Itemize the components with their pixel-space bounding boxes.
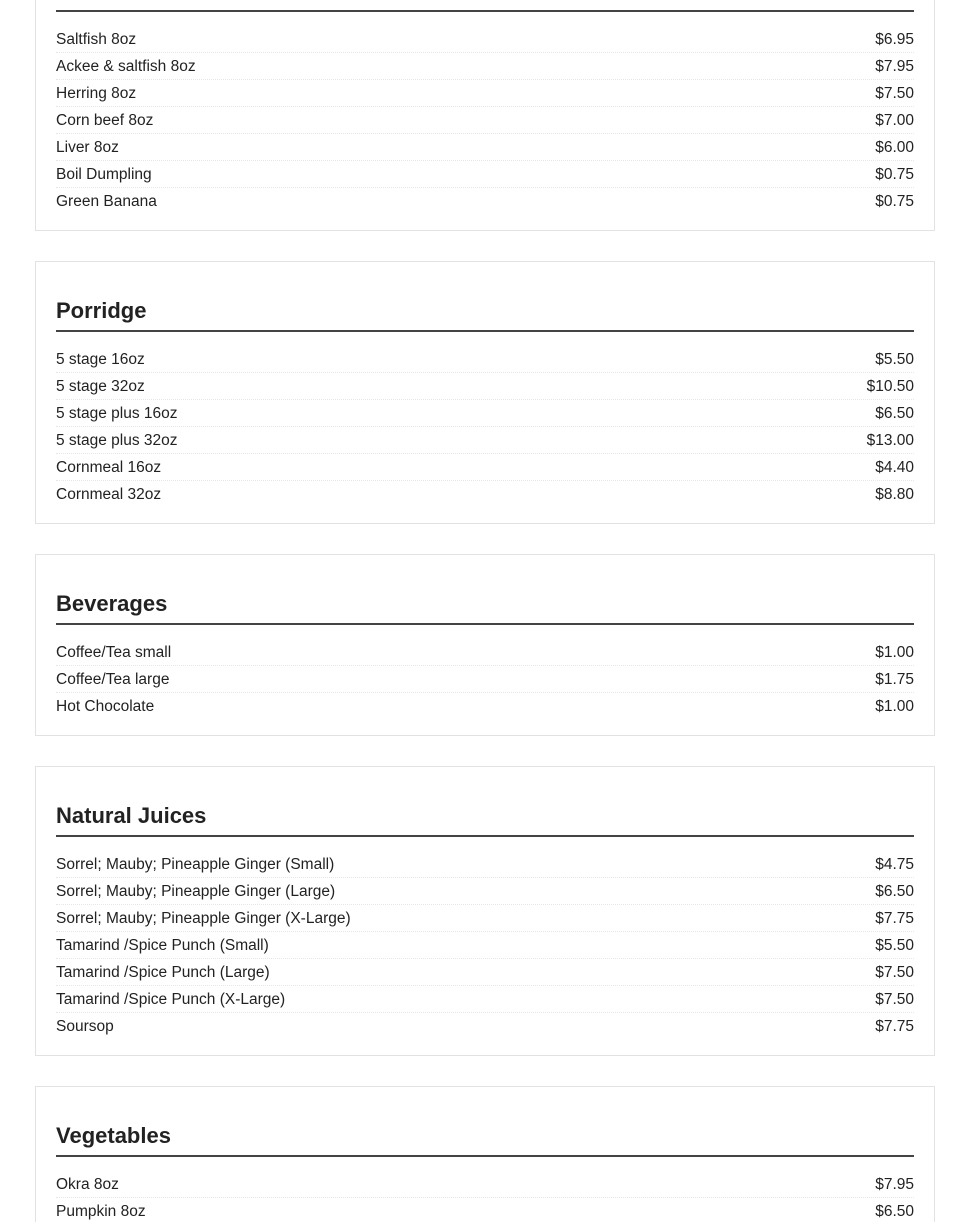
menu-item <box>56 905 914 932</box>
item-name: Coffee/Tea large <box>56 670 170 688</box>
item-price: $7.95 <box>875 1175 914 1193</box>
item-name: Soursop <box>56 1018 114 1035</box>
menu-item <box>56 666 914 693</box>
menu-item <box>56 188 914 215</box>
menu-item <box>56 1198 914 1222</box>
item-name: Coffee/Tea small <box>56 643 172 661</box>
menu-item <box>56 851 914 878</box>
item-name: 5 stage 16oz <box>56 350 145 368</box>
item-name: Cornmeal 16oz <box>56 458 162 476</box>
item-name: 5 stage 32oz <box>56 377 145 395</box>
item-price: $6.50 <box>875 404 914 422</box>
item-price: $6.50 <box>875 1203 914 1220</box>
item-price: $7.75 <box>875 1018 914 1035</box>
menu-item <box>56 481 914 508</box>
menu-item <box>56 134 914 161</box>
item-name: Tamarind /Spice Punch (Small) <box>56 936 269 954</box>
item-price: $7.00 <box>875 111 914 129</box>
item-price: $5.50 <box>875 936 914 954</box>
item-name: Saltfish 8oz <box>56 30 137 48</box>
item-price: $13.00 <box>866 431 914 449</box>
item-price: $0.75 <box>875 165 914 183</box>
item-name: Ackee & saltfish 8oz <box>56 57 196 75</box>
section-title: Natural Juices <box>56 803 207 828</box>
menu-section-top <box>35 0 935 231</box>
item-name: 5 stage plus 16oz <box>56 404 178 422</box>
menu-item <box>56 639 914 666</box>
item-name: Boil Dumpling <box>56 165 152 183</box>
menu-item <box>56 427 914 454</box>
item-name: Okra 8oz <box>56 1175 119 1193</box>
menu-section-porridge <box>35 261 935 524</box>
item-name: Sorrel; Mauby; Pineapple Ginger (Large) <box>56 882 336 900</box>
menu-items-list <box>56 346 914 508</box>
item-name: Sorrel; Mauby; Pineapple Ginger (X-Large) <box>56 909 351 927</box>
menu-item <box>56 161 914 188</box>
menu-item <box>56 53 914 80</box>
item-name: 5 stage plus 32oz <box>56 431 178 449</box>
menu-item <box>56 373 914 400</box>
item-price: $10.50 <box>866 377 914 395</box>
item-name: Tamarind /Spice Punch (X-Large) <box>56 990 286 1008</box>
menu-item <box>56 26 914 53</box>
item-price: $6.50 <box>875 882 914 900</box>
section-title-rule <box>56 10 914 12</box>
item-price: $7.95 <box>875 57 914 75</box>
menu-items-list <box>56 26 914 215</box>
menu-item <box>56 878 914 905</box>
item-price: $5.50 <box>875 350 914 368</box>
item-price: $1.00 <box>875 643 914 661</box>
item-name: Hot Chocolate <box>56 698 155 715</box>
menu-item <box>56 454 914 481</box>
menu-section-vegetables <box>35 1086 935 1222</box>
item-name: Herring 8oz <box>56 84 137 102</box>
menu-items-list <box>56 851 914 1040</box>
item-name: Pumpkin 8oz <box>56 1203 146 1220</box>
menu-items-list <box>56 1171 914 1222</box>
item-price: $4.40 <box>875 458 914 476</box>
item-price: $0.75 <box>875 193 914 210</box>
section-title: Porridge <box>56 298 147 323</box>
item-name: Tamarind /Spice Punch (Large) <box>56 963 270 981</box>
section-title-rule <box>56 623 914 625</box>
menu-item <box>56 932 914 959</box>
item-name: Green Banana <box>56 193 157 210</box>
menu-item <box>56 346 914 373</box>
menu-section-beverages <box>35 554 935 736</box>
menu-item <box>56 693 914 720</box>
item-name: Corn beef 8oz <box>56 111 154 129</box>
item-price: $1.00 <box>875 698 914 715</box>
menu-item <box>56 986 914 1013</box>
item-name: Cornmeal 32oz <box>56 486 162 503</box>
item-name: Sorrel; Mauby; Pineapple Ginger (Small) <box>56 855 335 873</box>
item-price: $8.80 <box>875 486 914 503</box>
item-price: $4.75 <box>875 855 914 873</box>
menu-item <box>56 80 914 107</box>
menu-item <box>56 107 914 134</box>
menu-item <box>56 400 914 427</box>
item-price: $1.75 <box>875 670 914 688</box>
item-price: $7.50 <box>875 84 914 102</box>
section-title-rule <box>56 330 914 332</box>
section-title: Vegetables <box>56 1123 171 1148</box>
item-name: Liver 8oz <box>56 138 119 156</box>
item-price: $7.50 <box>875 963 914 981</box>
menu-item <box>56 959 914 986</box>
item-price: $6.00 <box>875 138 914 156</box>
item-price: $7.50 <box>875 990 914 1008</box>
item-price: $7.75 <box>875 909 914 927</box>
menu-section-natural-juices <box>35 766 935 1056</box>
item-price: $6.95 <box>875 30 914 48</box>
section-title-rule <box>56 835 914 837</box>
menu-items-list <box>56 639 914 720</box>
section-title: Beverages <box>56 591 168 616</box>
menu-item <box>56 1171 914 1198</box>
section-title-rule <box>56 1155 914 1157</box>
menu-item <box>56 1013 914 1040</box>
